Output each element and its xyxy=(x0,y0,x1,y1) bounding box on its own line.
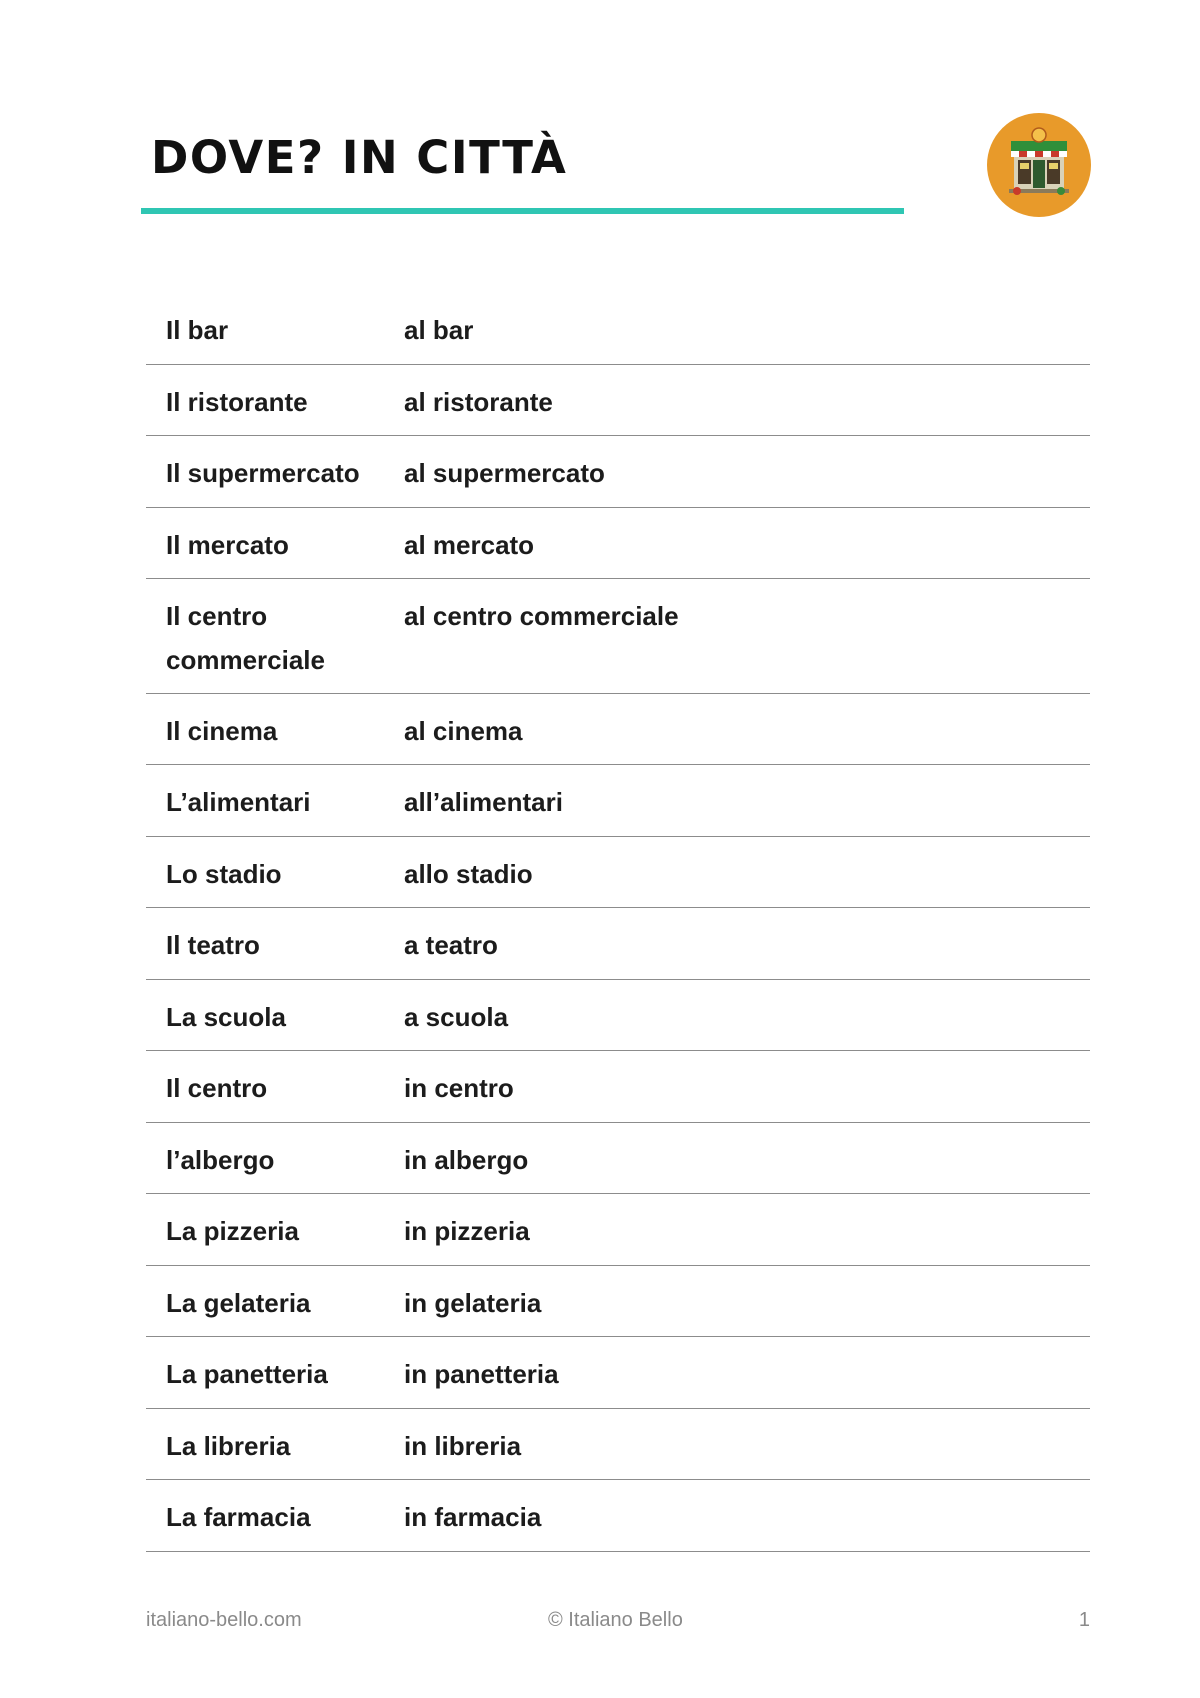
article-cell: l’albergo xyxy=(166,1144,275,1175)
article-cell: La libreria xyxy=(166,1430,291,1461)
footer-website: italiano-bello.com xyxy=(146,1609,302,1631)
vocabulary-table xyxy=(146,293,1090,1552)
article-cell: La pizzeria xyxy=(166,1216,299,1246)
article-cell: Il mercato xyxy=(166,529,289,560)
table-row xyxy=(146,508,1090,580)
preposition-cell: all’alimentari xyxy=(404,787,563,817)
table-row xyxy=(146,1409,1090,1481)
article-cell: Il centro xyxy=(166,1073,268,1103)
article-cell: La scuola xyxy=(166,1001,286,1032)
preposition-cell: al mercato xyxy=(404,529,535,560)
article-cell: Lo stadio xyxy=(166,858,282,889)
article-cell: La farmacia xyxy=(166,1502,311,1532)
preposition-cell: allo stadio xyxy=(404,858,533,889)
preposition-cell: al cinema xyxy=(404,715,523,746)
table-row xyxy=(146,1480,1090,1552)
shop-storefront-icon xyxy=(987,113,1091,217)
table-row xyxy=(146,1337,1090,1409)
table-row xyxy=(146,908,1090,980)
article-cell: L’alimentari xyxy=(166,787,311,817)
table-row xyxy=(146,1123,1090,1195)
article-cell: La panetteria xyxy=(166,1359,328,1389)
preposition-cell: al ristorante xyxy=(404,386,553,417)
article-cell: Il teatro xyxy=(166,930,260,960)
preposition-cell: in gelateria xyxy=(404,1287,542,1318)
preposition-cell: al supermercato xyxy=(404,458,605,488)
article-cell: Il bar xyxy=(166,315,229,345)
article-cell: Il ristorante xyxy=(166,386,308,417)
preposition-cell: a teatro xyxy=(404,930,498,960)
table-row xyxy=(146,694,1090,766)
table-row xyxy=(146,579,1090,694)
table-row xyxy=(146,980,1090,1052)
article-cell: Il cinema xyxy=(166,715,278,746)
preposition-cell: in albergo xyxy=(404,1144,529,1175)
title-underline xyxy=(141,208,904,214)
page-title: DOVE? IN CITTÀ xyxy=(151,131,568,184)
page-footer xyxy=(146,1604,1090,1636)
article-cell: Il supermercato xyxy=(166,458,360,488)
article-cell: La gelateria xyxy=(166,1287,311,1318)
preposition-cell: in libreria xyxy=(404,1430,522,1461)
preposition-cell: in pizzeria xyxy=(404,1216,530,1246)
table-row xyxy=(146,1051,1090,1123)
table-row xyxy=(146,293,1090,365)
preposition-cell: al bar xyxy=(404,315,474,345)
footer-copyright: © Italiano Bello xyxy=(548,1609,683,1631)
preposition-cell: in farmacia xyxy=(404,1502,542,1532)
table-row xyxy=(146,436,1090,508)
article-cell: Il centro commerciale xyxy=(166,601,325,675)
page-number: 1 xyxy=(1078,1609,1090,1631)
table-row xyxy=(146,1266,1090,1338)
table-row xyxy=(146,837,1090,909)
preposition-cell: in panetteria xyxy=(404,1359,559,1389)
table-row xyxy=(146,365,1090,437)
preposition-cell: in centro xyxy=(404,1073,514,1103)
table-row xyxy=(146,765,1090,837)
preposition-cell: a scuola xyxy=(404,1001,509,1032)
preposition-cell: al centro commerciale xyxy=(404,601,679,631)
table-row xyxy=(146,1194,1090,1266)
